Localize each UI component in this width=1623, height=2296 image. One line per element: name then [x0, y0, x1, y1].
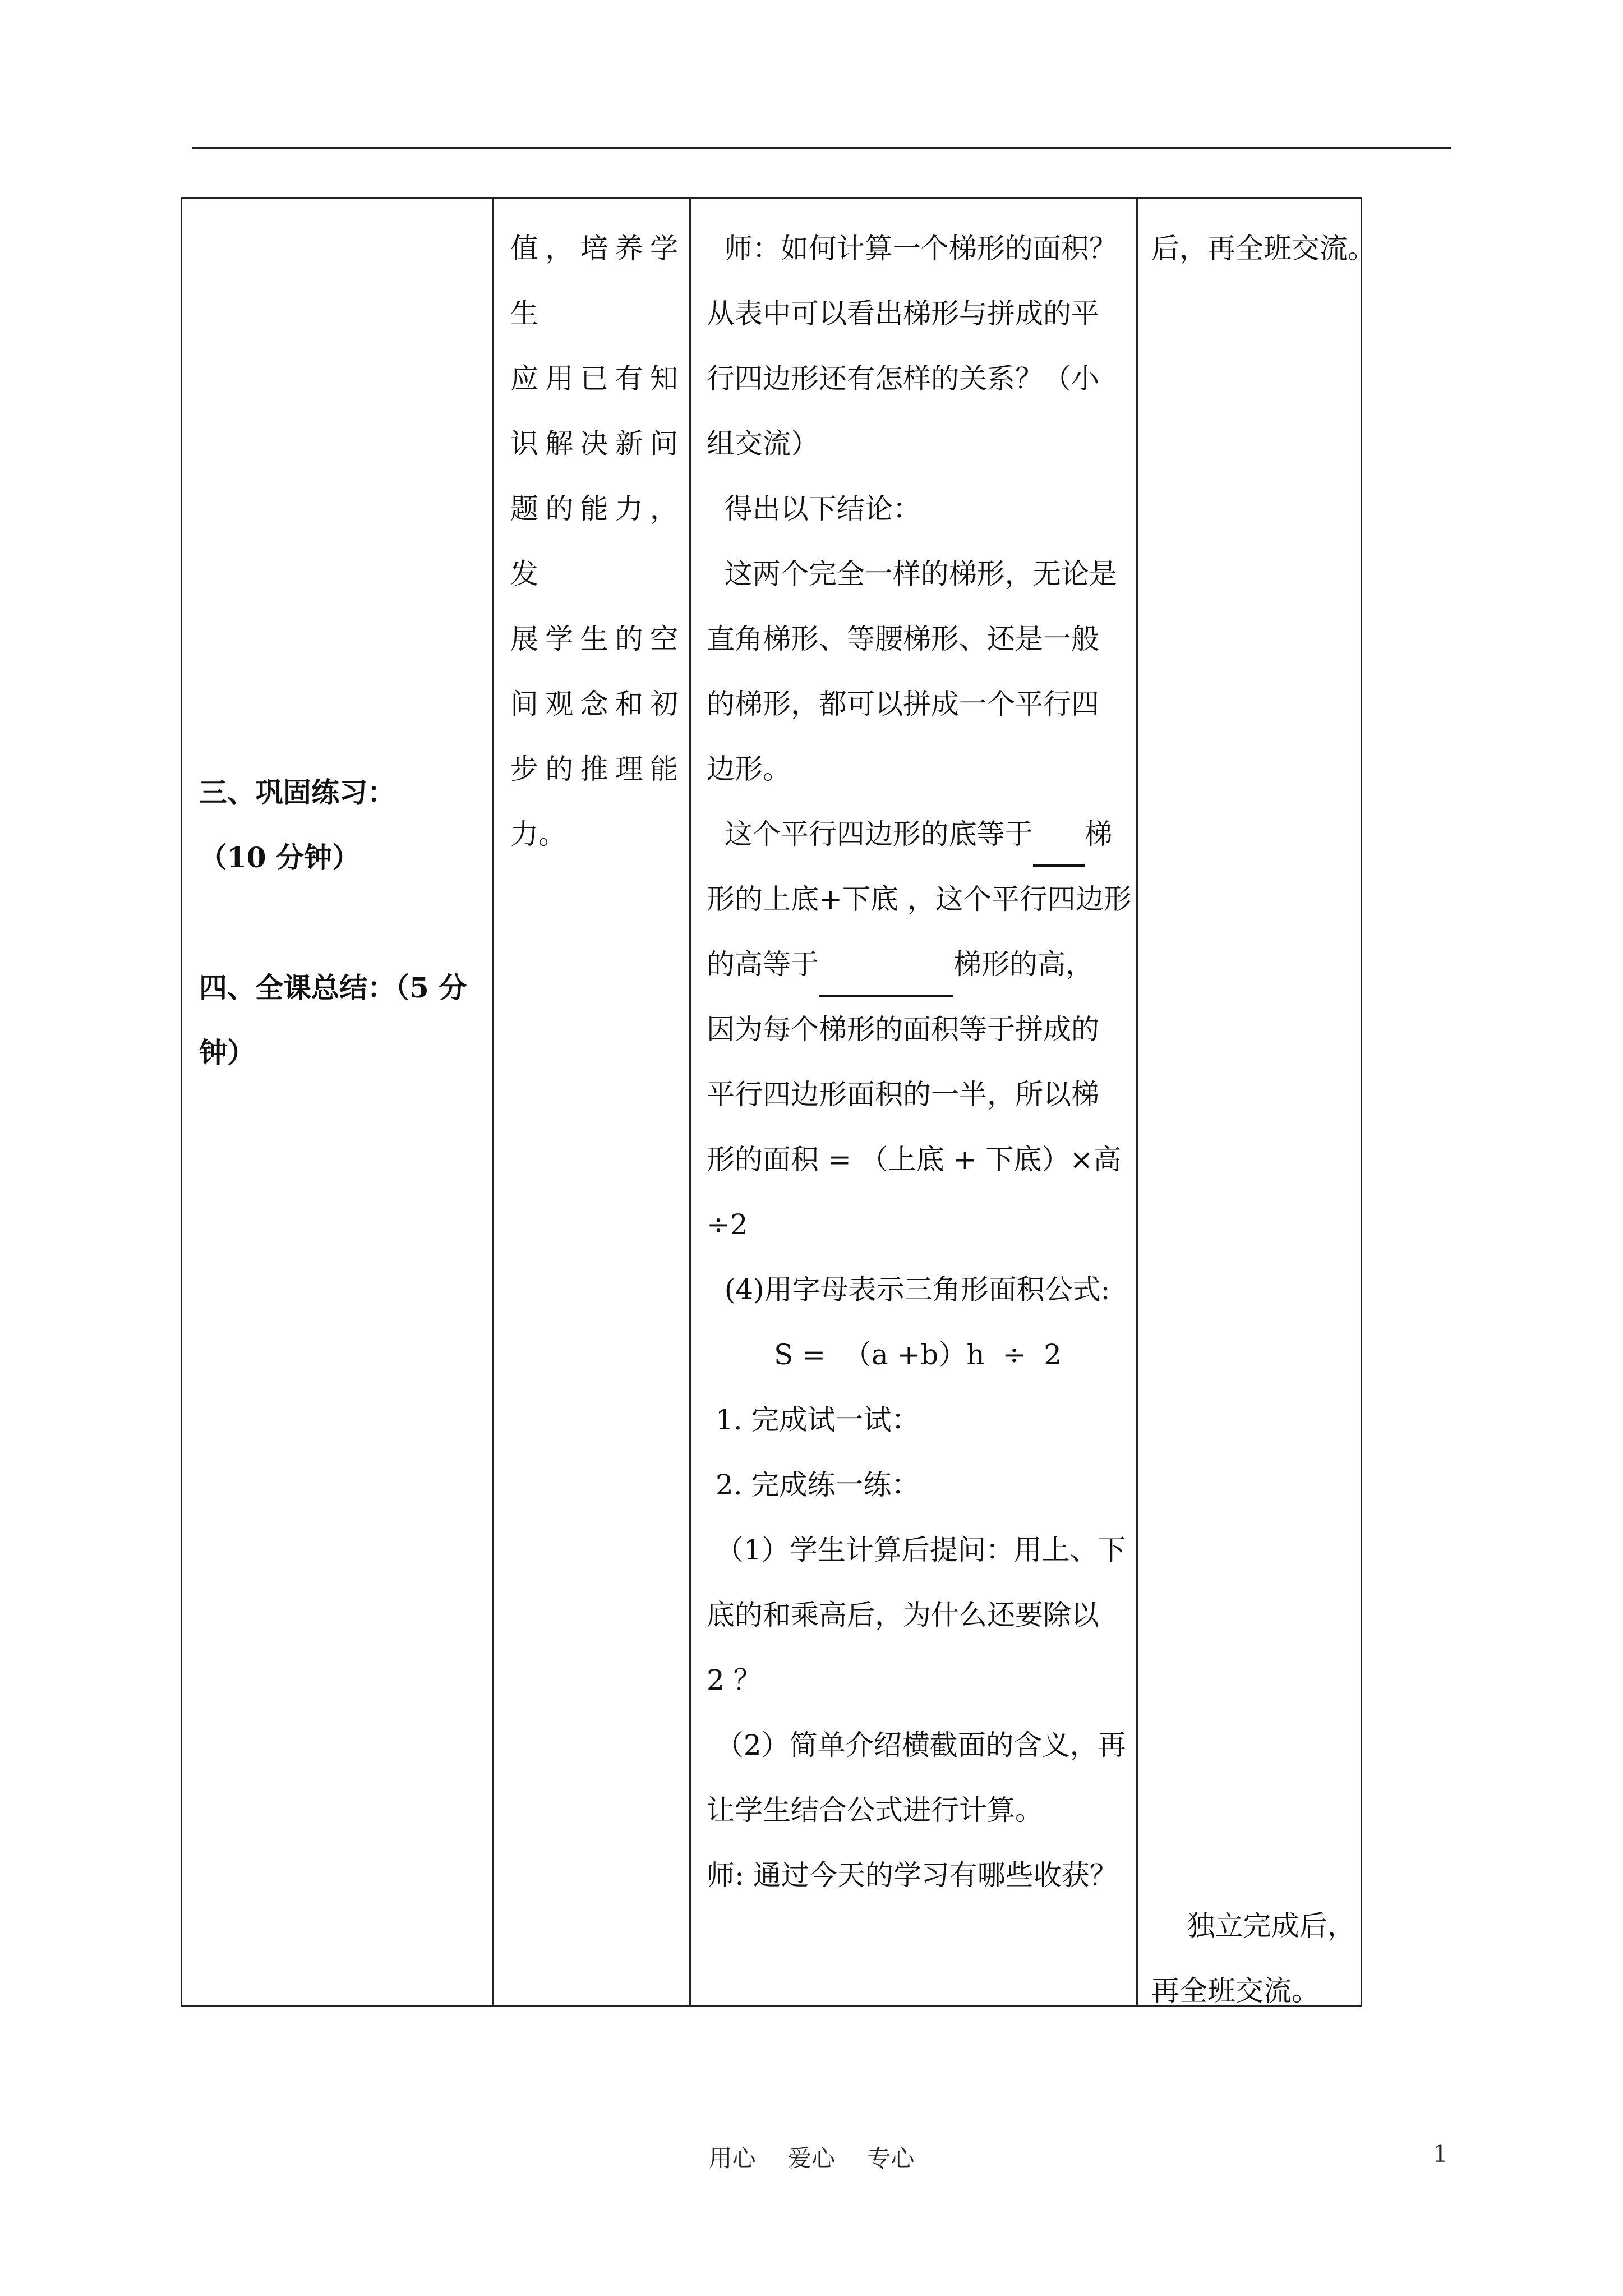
footer-motto: 用心: [708, 2145, 756, 2172]
teaching-process-text: [691, 199, 1136, 1908]
process-line: 这两个完全一样的梯形，无论是: [707, 558, 1117, 590]
goal-line: 步的推理能: [510, 753, 678, 785]
stage-labels: [199, 760, 491, 1085]
goal-line: 间观念和初: [510, 688, 678, 720]
area-formula: S = （a +b）h ÷ 2: [774, 1338, 1062, 1371]
process-line: 形的上底+下底 ，这个平行四边形: [707, 883, 1132, 915]
header-rule: [192, 147, 1451, 149]
goal-line: 识解决新问: [510, 427, 678, 460]
process-line: 师：如何计算一个梯形的面积？: [707, 232, 1117, 265]
process-line: 直角梯形、等腰梯形、还是一般: [707, 623, 1099, 655]
goal-line: 力。: [510, 818, 566, 850]
section3-label: 三、巩固练习：: [199, 776, 395, 809]
process-line: 因为每个梯形的面积等于拼成的: [707, 1013, 1099, 1046]
fill-blank-text: 这个平行四边形的底等于: [707, 818, 1033, 850]
process-line: 得出以下结论：: [707, 493, 921, 525]
process-line: 底的和乘高后，为什么还要除以: [707, 1599, 1099, 1631]
goal-column-cell: [493, 199, 690, 2007]
lesson-plan-table: [181, 197, 1376, 2007]
goal-line: 值，培养学生: [510, 232, 678, 330]
fill-blank-line-2: [707, 932, 1126, 997]
goal-line: 题的能力，发: [510, 493, 678, 590]
activity-bottom: [1151, 1893, 1355, 2023]
process-line: （1）学生计算后提问：用上、下: [707, 1534, 1126, 1566]
student-activity-cell: [1137, 199, 1376, 2007]
section4-time: 钟）: [199, 1036, 255, 1069]
process-line: 边形。: [707, 753, 791, 785]
goal-text: [494, 199, 689, 867]
answer-blank: [819, 963, 953, 997]
activity-top: 后，再全班交流。: [1151, 232, 1376, 265]
process-line: 2. 完成练一练：: [707, 1469, 920, 1501]
process-line: （2）简单介绍横截面的含义，再: [707, 1729, 1126, 1761]
page-footer: [0, 2140, 1623, 2174]
activity-line: 再全班交流。: [1151, 1975, 1320, 2007]
process-line: ÷2: [707, 1208, 748, 1241]
page-number: 1: [1433, 2140, 1448, 2168]
teaching-process-cell: [690, 199, 1137, 2007]
answer-blank: [1033, 833, 1085, 867]
stage-column-cell: [182, 199, 493, 2007]
fill-blank-line-1: [707, 802, 1126, 867]
process-line: 平行四边形面积的一半，所以梯: [707, 1078, 1099, 1111]
activity-line: 独立完成后，: [1151, 1910, 1355, 1942]
process-line: 行四边形还有怎样的关系？（小: [707, 362, 1099, 395]
process-line: 2 ？: [707, 1664, 762, 1696]
footer-motto: 专心: [867, 2145, 915, 2172]
fill-blank-text: 的高等于: [707, 948, 819, 981]
fill-blank-text: 梯: [1084, 818, 1113, 850]
process-line: 从表中可以看出梯形与拼成的平: [707, 297, 1099, 330]
section4-label: 四、全课总结：（5 分: [199, 971, 467, 1004]
section3-time: （10 分钟）: [199, 841, 360, 874]
process-line: 1. 完成试一试：: [707, 1404, 920, 1436]
process-line: 师: 通过今天的学习有哪些收获？: [707, 1859, 1118, 1892]
fill-blank-text: 梯形的高，: [953, 948, 1094, 981]
process-line: (4)用字母表示三角形面积公式:: [707, 1273, 1110, 1306]
process-line: 让学生结合公式进行计算。: [707, 1794, 1043, 1826]
goal-line: 应用已有知: [510, 362, 678, 395]
process-line: 的梯形，都可以拼成一个平行四: [707, 688, 1099, 720]
footer-motto: 爱心: [787, 2145, 835, 2172]
process-line: 组交流）: [707, 427, 819, 460]
goal-line: 展学生的空: [510, 623, 678, 655]
process-line: 形的面积 = （上底 + 下底）×高: [707, 1143, 1122, 1176]
